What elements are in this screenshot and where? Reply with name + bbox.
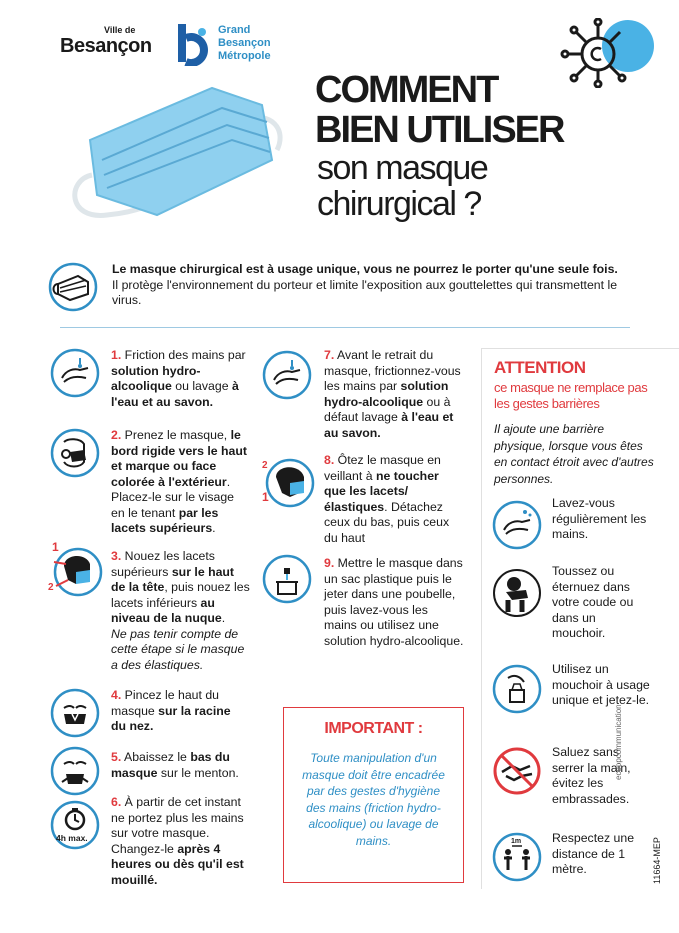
tissue-icon: [492, 664, 542, 714]
advice-distance: Respectez une distance de 1 mètre.: [552, 831, 635, 876]
side-ref: 11664-MEP: [652, 837, 662, 884]
step5-num: 5.: [111, 750, 122, 764]
step-6: [111, 795, 251, 888]
virus-icon: [560, 18, 656, 88]
step6-text-b: après 4 heures ou dès qu'il est mouillé.: [111, 841, 244, 887]
step2-text-a: Prenez le masque,: [121, 428, 231, 442]
step7-num: 7.: [324, 348, 335, 362]
divider: [60, 327, 630, 328]
step3-text-a: Nouez les lacets supérieurs: [111, 549, 215, 579]
important-box: [283, 707, 464, 883]
step-4: [111, 688, 241, 735]
timer-label: 4h max.: [56, 833, 88, 843]
step-7: [324, 348, 464, 441]
step7-hands-icon: [262, 350, 312, 400]
step3-mark-2: 2: [48, 582, 54, 593]
advice-cough-elbow: Toussez ou éternuez dans votre coude ou dans un mouchoir.: [552, 564, 634, 640]
step5-text-a: Abaissez le: [121, 750, 191, 764]
title-chirurgical: chirurgical ?: [317, 185, 481, 223]
step2-text-e: .: [212, 521, 216, 535]
step6-text-a: À partir de cet instant ne portez plus les mains sur votre masque. Changez-le: [111, 795, 244, 856]
attention-note: Il ajoute une barrière physique, lorsque vous êtes en contact étroit avec d'autres personnes.: [494, 422, 654, 486]
step3-text-b: sur le haut de la tête: [111, 564, 235, 594]
step-1: [111, 348, 246, 410]
step-9: [324, 556, 464, 649]
step8-mark-2: 2: [262, 460, 268, 471]
step5-text-b: bas du masque: [111, 750, 230, 780]
step1-text-d: à l'eau et au savon.: [111, 379, 239, 409]
step2-face-mask-icon: [50, 428, 100, 478]
logo-besancon2: Besançon: [218, 37, 271, 49]
attention-title: ATTENTION: [494, 358, 586, 377]
step4-text-b: sur la racine du nez.: [111, 703, 231, 733]
advice-wash-hands: Lavez-vous régulièrement les mains.: [552, 496, 647, 541]
step8-mark-1: 1: [262, 490, 269, 504]
logo-grand-besancon: [176, 22, 296, 66]
step2-num: 2.: [111, 428, 122, 442]
step3-text-d: au niveau de la nuque: [111, 595, 222, 625]
no-handshake-icon: [492, 746, 542, 796]
step3-mark-1: 1: [52, 540, 59, 554]
step5-lower-mask-icon: [50, 746, 100, 796]
step2-text-d: par les lacets supérieurs: [111, 505, 219, 535]
step-2: [111, 428, 251, 537]
step3-num: 3.: [111, 549, 122, 563]
step6-num: 6.: [111, 795, 122, 809]
advice-tissue: Utilisez un mouchoir à usage unique et jetez-le.: [552, 662, 650, 707]
distance-label: 1m: [511, 838, 522, 845]
step7-text-b: solution hydro-alcoolique: [324, 379, 449, 409]
logo-besancon: Besançon: [60, 35, 152, 57]
step2-text-c: . Placez-le sur le visage en le tenant: [111, 474, 235, 520]
step8-text-a: Ôtez le masque en veillant à: [324, 453, 441, 483]
step8-text-b: ne toucher que les lacets/ élastiques: [324, 468, 439, 514]
logo-grand: Grand: [218, 24, 251, 36]
cough-elbow-icon: [492, 568, 542, 618]
advice-no-handshake: Saluez sans serrer la main, évitez les embrassades.: [552, 745, 631, 806]
logo-b-mark-icon: [176, 22, 210, 66]
step7-text-c: ou à défaut lavage: [324, 394, 451, 424]
important-title: IMPORTANT :: [324, 720, 423, 737]
step1-text-b: solution hydro-alcoolique: [111, 363, 201, 393]
intro-text: [112, 262, 622, 309]
step-8: [324, 453, 464, 546]
step7-text-d: à l'eau et au savon.: [324, 410, 454, 440]
important-text: Toute manipulation d'un masque doit être encadrée par des gestes d'hygiène des mains (friction hydro-alcoolique) ou lavage de mains.: [302, 751, 445, 848]
title-bien-utiliser: BIEN UTILISER: [315, 109, 564, 151]
step3-text-e: .: [221, 611, 226, 625]
intro-bold: Le masque chirurgical est à usage unique, vous ne pourrez le porter qu'une seule fois.: [112, 262, 618, 276]
step4-pinch-nose-icon: [50, 688, 100, 738]
step4-num: 4.: [111, 688, 122, 702]
step3-note: Ne pas tenir compte de cette étape si le masque a des élastiques.: [111, 626, 245, 672]
step1-num: 1.: [111, 348, 122, 362]
step9-text-a: Mettre le masque dans un sac plastique puis le jeter dans une poubelle, puis lavez-vous les mains ou utilisez une solution hydro-alcoolique.: [324, 556, 464, 648]
title-comment: COMMENT: [315, 69, 498, 111]
logo-ville-besancon: [60, 22, 165, 62]
step-5: [111, 750, 251, 781]
step8-text-c: . Détachez ceux du bas, puis ceux du haut: [324, 499, 450, 545]
side-credit: ecoopcommunication: [614, 704, 623, 780]
step9-bin-icon: [262, 554, 312, 604]
step9-num: 9.: [324, 556, 335, 570]
step1-text-a: Friction des mains par: [121, 348, 246, 362]
logo-ville-de: Ville de: [104, 25, 136, 35]
step3-text-c: , puis nouez les lacets inférieurs: [111, 580, 250, 610]
step4-text-a: Pincez le haut du masque: [111, 688, 220, 718]
step1-text-c: ou lavage: [171, 379, 232, 393]
step7-text-a: Avant le retrait du masque, frictionnez-vous les mains par: [324, 348, 461, 393]
step-3: [111, 549, 251, 673]
step8-num: 8.: [324, 453, 335, 467]
step1-hands-icon: [50, 348, 100, 398]
title-son-masque: son masque: [317, 149, 488, 187]
step5-text-c: sur le menton.: [157, 765, 239, 780]
intro-rest: Il protège l'environnement du porteur et limite l'exposition aux gouttelettes qui transmettent le virus.: [112, 277, 618, 307]
wash-hands-icon: [492, 500, 542, 550]
attention-subtitle: ce masque ne remplace pas les gestes barrières: [494, 380, 648, 411]
logo-metropole: Métropole: [218, 50, 271, 62]
surgical-mask-illustration: [62, 80, 292, 230]
step2-text-b: le bord rigide vers le haut et marque ou face colorée à l'extérieur: [111, 428, 247, 489]
mask-icon: [48, 262, 98, 312]
